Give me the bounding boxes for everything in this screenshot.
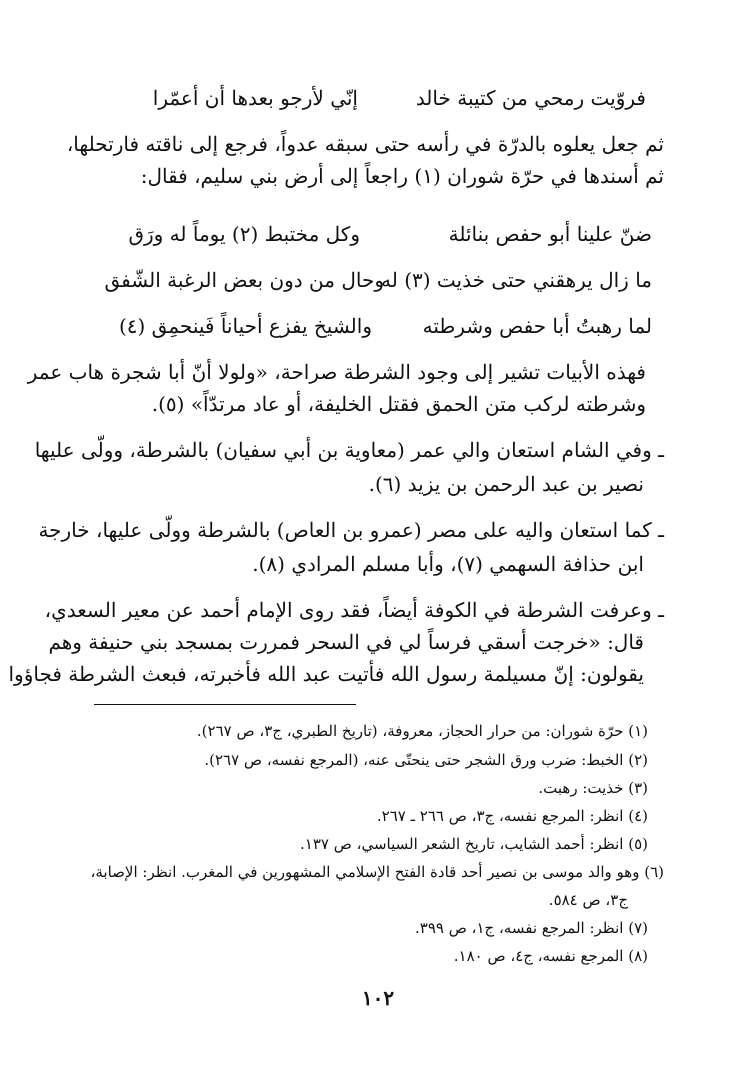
footnote-2: (٢) الخبط: ضرب ورق الشجر حتى ينحتّى عنه، (المرجع نفسه، ص ٢٦٧). [204, 751, 648, 769]
paragraph-2-line-1: فهذه الأبيات تشير إلى وجود الشرطة صراحة، «ولولا أنّ أبا شجرة هاب عمر [27, 360, 646, 384]
footnote-separator [94, 704, 356, 705]
footnote-6: (٦) وهو والد موسى بن نصير أحد قادة الفتح الإسلامي المشهورين في المغرب. انظر: الإصابة، [90, 863, 664, 881]
paragraph-5-line-2: قال: «خرجت أسقي فرساً لي في السحر فمررت بمسجد بني حنيفة وهم [48, 630, 644, 654]
footnote-7: (٧) انظر: المرجع نفسه، ج١، ص ٣٩٩. [414, 919, 648, 937]
paragraph-3-line-1: ـ وفي الشام استعان والي عمر (معاوية بن أبي سفيان) بالشرطة، وولّى عليها [34, 438, 664, 462]
verse-4-second-hemistich: والشيخ يفزع أحياناً فَينحمِق (٤) [118, 314, 372, 338]
paragraph-1-line-1: ثم جعل يعلوه بالدرّة في رأسه حتى سبقه عدواً، فرجع إلى ناقته فارتحلها، [66, 132, 664, 156]
paragraph-2-line-2: وشرطته لركب متن الحمق فقتل الخليفة، أو عاد مرتدّاً» (٥). [151, 392, 646, 416]
footnote-8: (٨) المرجع نفسه، ج٤، ص ١٨٠. [453, 947, 648, 965]
footnote-4: (٤) انظر: المرجع نفسه، ج٣، ص ٢٦٦ ـ ٢٦٧. [376, 807, 648, 825]
footnote-6-continuation: ج٣، ص ٥٨٤. [548, 891, 628, 909]
verse-2-second-hemistich: وكل مختبط (٢) يوماً له ورَق [128, 222, 360, 246]
paragraph-5-line-1: ـ وعرفت الشرطة في الكوفة أيضاً، فقد روى الإمام أحمد عن معير السعدي، [44, 598, 664, 622]
verse-3-second-hemistich: وحال من دون بعض الرغبة الشّفق [104, 268, 384, 292]
paragraph-4-line-2: ابن حذافة السهمي (٧)، وأبا مسلم المرادي (٨). [252, 552, 644, 576]
footnote-5: (٥) انظر: أحمد الشايب، تاريخ الشعر السياسي، ص ١٣٧. [299, 835, 648, 853]
footnote-3: (٣) خذيت: رهبت. [538, 779, 648, 797]
paragraph-3-line-2: نصير بن عبد الرحمن بن يزيد (٦). [368, 472, 644, 496]
verse-2-first-hemistich: ضنّ علينا أبو حفص بنائلة [448, 222, 652, 246]
footnote-1: (١) حرّة شوران: من حرار الحجاز، معروفة، (تاريخ الطبري، ج٣، ص ٢٦٧). [196, 722, 648, 740]
page-number: ١٠٢ [361, 986, 395, 1010]
verse-4-first-hemistich: لما رهبتُ أبا حفص وشرطته [422, 314, 652, 338]
paragraph-5-line-3: يقولون: إنّ مسيلمة رسول الله فأتيت عبد الله فأخبرته، فبعث الشرطة فجاؤوا [8, 662, 644, 686]
paragraph-1-line-2: ثم أسندها في حرّة شوران (١) راجعاً إلى أرض بني سليم، فقال: [140, 164, 664, 188]
paragraph-4-line-1: ـ كما استعان واليه على مصر (عمرو بن العاص) بالشرطة وولّى عليها، خارجة [38, 518, 664, 542]
verse-1-second-hemistich: إنّي لأرجو بعدها أن أعمّرا [152, 86, 358, 110]
verse-1-first-hemistich: فروّيت رمحي من كتيبة خالد [415, 86, 646, 110]
verse-3-first-hemistich: ما زال يرهقني حتى خذيت (٣) له [381, 268, 652, 292]
